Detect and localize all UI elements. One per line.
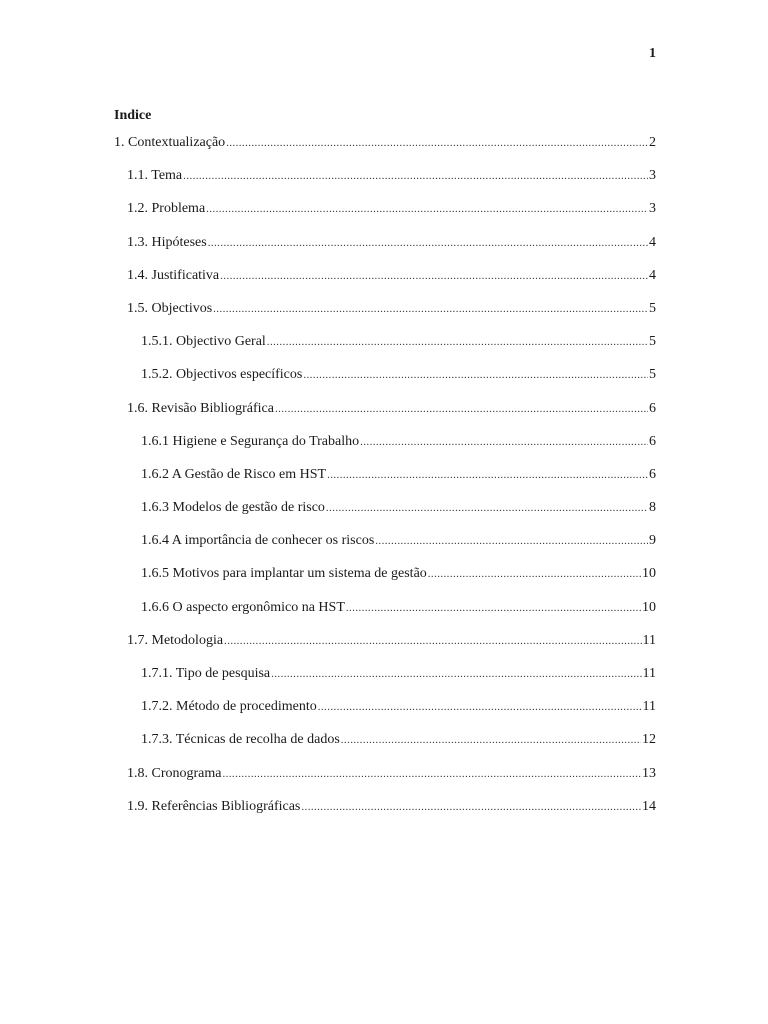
toc-entry-page: 6 xyxy=(649,400,656,416)
toc-entry-label: 1.1. Tema xyxy=(127,168,183,184)
toc-entry-label: 1.6.6 O aspecto ergonômico na HST xyxy=(141,599,345,615)
toc-entry-label: 1.4. Justificativa xyxy=(127,267,220,283)
toc-entry-page: 9 xyxy=(649,533,656,549)
toc-entry-label: 1.7.1. Tipo de pesquisa xyxy=(141,666,271,681)
toc-dot-leader xyxy=(220,266,648,286)
toc-entry-label: 1.5.2. Objectivos específicos xyxy=(141,367,303,383)
toc-entry[interactable] xyxy=(114,133,656,166)
toc-entry-page: 11 xyxy=(642,632,656,648)
toc-dot-leader xyxy=(206,199,648,219)
toc-entry-label: 1.6.2 A Gestão de Risco em HST xyxy=(141,466,327,482)
toc-entry-page: 11 xyxy=(642,666,656,681)
toc-entry-page: 3 xyxy=(649,168,656,184)
toc-entry-label: 1.6.5 Motivos para implantar um sistema de gestão xyxy=(141,566,427,582)
toc-entry-page: 11 xyxy=(642,699,656,715)
toc-entry-page: 8 xyxy=(649,500,656,516)
toc-dot-leader xyxy=(208,233,648,253)
table-of-contents xyxy=(114,133,656,830)
toc-entry[interactable] xyxy=(114,365,656,398)
toc-entry-label: 1.9. Referências Bibliográficas xyxy=(127,798,301,814)
toc-dot-leader xyxy=(341,730,641,750)
toc-entry[interactable] xyxy=(114,166,656,199)
toc-dot-leader xyxy=(303,365,648,385)
toc-entry-page: 14 xyxy=(642,798,656,814)
toc-entry-label: 1.6.3 Modelos de gestão de risco xyxy=(141,500,325,516)
toc-entry[interactable] xyxy=(114,564,656,597)
toc-dot-leader xyxy=(326,498,648,518)
toc-entry-page: 10 xyxy=(642,599,656,615)
toc-dot-leader xyxy=(327,465,648,485)
toc-entry-label: 1.2. Problema xyxy=(127,201,206,217)
toc-dot-leader xyxy=(183,166,648,186)
toc-entry[interactable] xyxy=(114,598,656,631)
toc-dot-leader xyxy=(428,564,641,584)
toc-entry-label: 1.3. Hipóteses xyxy=(127,234,207,250)
toc-dot-leader xyxy=(213,299,648,319)
toc-entry[interactable] xyxy=(114,299,656,332)
toc-entry-page: 2 xyxy=(649,135,656,150)
toc-entry-page: 13 xyxy=(642,765,656,781)
toc-dot-leader xyxy=(275,399,648,419)
toc-entry-page: 4 xyxy=(649,267,656,283)
toc-entry-label: 1. Contextualização xyxy=(114,135,226,150)
toc-entry[interactable] xyxy=(114,199,656,232)
toc-entry-page: 4 xyxy=(649,234,656,250)
toc-entry[interactable] xyxy=(114,399,656,432)
toc-entry-label: 1.5.1. Objectivo Geral xyxy=(141,334,266,350)
toc-entry[interactable] xyxy=(114,730,656,763)
toc-dot-leader xyxy=(224,631,641,651)
toc-entry[interactable] xyxy=(114,266,656,299)
toc-entry-page: 6 xyxy=(649,433,656,449)
toc-entry-page: 10 xyxy=(642,566,656,582)
toc-entry-page: 5 xyxy=(649,367,656,383)
toc-entry-label: 1.6.1 Higiene e Segurança do Trabalho xyxy=(141,433,360,449)
toc-entry[interactable] xyxy=(114,233,656,266)
toc-dot-leader xyxy=(267,332,648,352)
page-number: 1 xyxy=(649,46,656,61)
toc-entry-label: 1.6. Revisão Bibliográfica xyxy=(127,400,274,416)
toc-entry-label: 1.5. Objectivos xyxy=(127,300,213,316)
toc-dot-leader xyxy=(222,764,641,784)
toc-dot-leader xyxy=(226,133,648,153)
toc-entry[interactable] xyxy=(114,432,656,465)
toc-entry[interactable] xyxy=(114,697,656,730)
toc-entry[interactable] xyxy=(114,531,656,564)
toc-entry[interactable] xyxy=(114,631,656,664)
toc-entry-page: 12 xyxy=(642,732,656,748)
toc-entry[interactable] xyxy=(114,764,656,797)
toc-entry[interactable] xyxy=(114,465,656,498)
toc-title: Indice xyxy=(114,108,152,123)
toc-entry-label: 1.8. Cronograma xyxy=(127,765,222,781)
toc-entry-label: 1.7.3. Técnicas de recolha de dados xyxy=(141,732,340,748)
toc-dot-leader xyxy=(271,664,641,684)
toc-entry-page: 5 xyxy=(649,300,656,316)
toc-dot-leader xyxy=(301,797,641,817)
toc-entry[interactable] xyxy=(114,332,656,365)
toc-entry-label: 1.7.2. Método de procedimento xyxy=(141,699,317,715)
toc-entry-page: 3 xyxy=(649,201,656,217)
toc-entry-label: 1.7. Metodologia xyxy=(127,632,224,648)
toc-dot-leader xyxy=(346,598,641,618)
toc-entry[interactable] xyxy=(114,797,656,830)
toc-entry-page: 5 xyxy=(649,334,656,350)
toc-entry-label: 1.6.4 A importância de conhecer os riscos xyxy=(141,533,375,549)
toc-entry[interactable] xyxy=(114,664,656,697)
toc-entry-page: 6 xyxy=(649,466,656,482)
toc-dot-leader xyxy=(360,432,648,452)
toc-dot-leader xyxy=(375,531,648,551)
toc-entry[interactable] xyxy=(114,498,656,531)
toc-dot-leader xyxy=(318,697,642,717)
